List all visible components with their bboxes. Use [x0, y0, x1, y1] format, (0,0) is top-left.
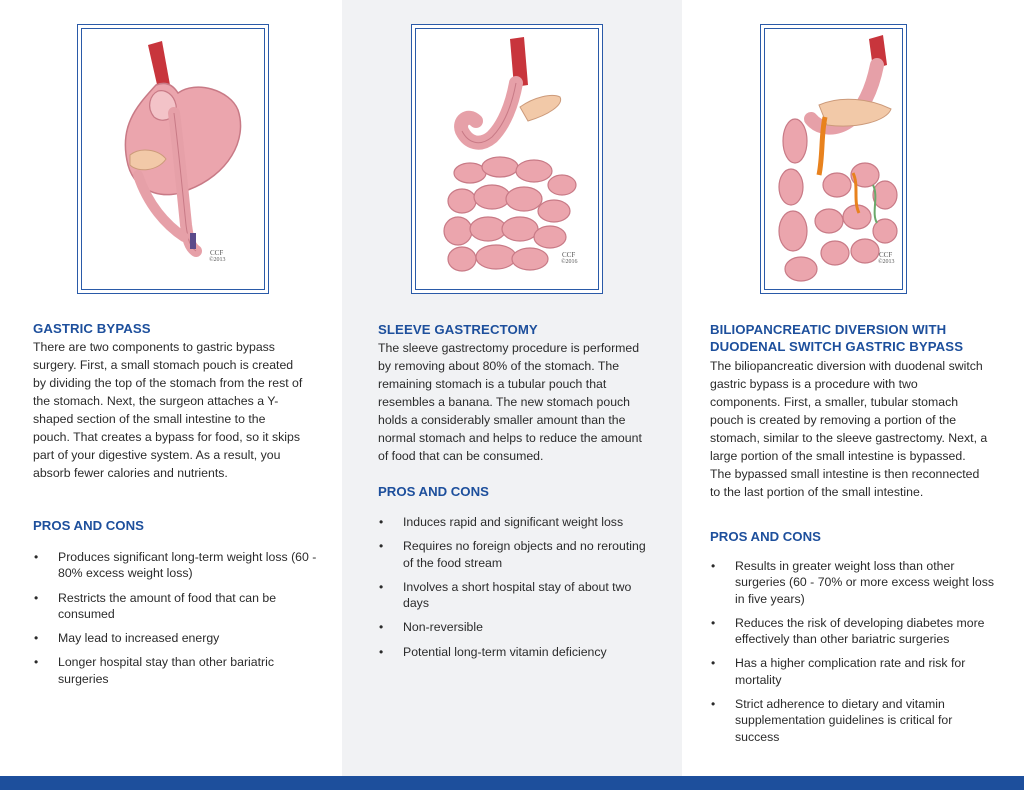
- list-item: [33, 549, 318, 582]
- duodenal-switch-description: The biliopancreatic diversion with duodenal switch gastric bypass is a procedure with two components. First, a smaller, tubular stomach pouch is created by removing a portion of the stomach, similar to the sleeve gastrectomy. Next, a large portion of the small intestine is bypassed. The bypassed small intestine is then reconnected to the last portion of the small intestine.: [710, 359, 988, 499]
- list-item-text: Potential long-term vitamin deficiency: [403, 644, 607, 659]
- bullet-icon: •: [34, 550, 39, 564]
- list-item-text: Has a higher complication rate and risk for mortality: [735, 656, 966, 687]
- sleeve-gastrectomy-title: SLEEVE GASTRECTOMY: [378, 322, 538, 337]
- bullet-icon: •: [379, 644, 384, 659]
- bullet-icon: •: [34, 655, 39, 670]
- bullet-icon: •: [711, 615, 716, 630]
- list-item-text: Non-reversible: [403, 620, 483, 635]
- bullet-icon: •: [34, 590, 39, 605]
- bullet-icon: •: [379, 539, 384, 554]
- list-item: [710, 655, 995, 688]
- list-item: [378, 514, 653, 530]
- bullet-icon: •: [711, 559, 716, 573]
- gastric-bypass-pros-title: PROS AND CONS: [33, 518, 144, 533]
- bullet-icon: •: [379, 620, 384, 635]
- list-item: [33, 630, 318, 646]
- list-item-text: Produces significant long-term weight loss (60 - 80% excess weight loss): [58, 550, 317, 581]
- gastric-bypass-illustration: [77, 24, 269, 294]
- list-item: [33, 654, 318, 687]
- list-item-text: May lead to increased energy: [58, 631, 220, 646]
- list-item: [378, 538, 653, 571]
- sleeve-gastrectomy-pros-list: [378, 514, 653, 668]
- sleeve-gastrectomy-description: The sleeve gastrectomy procedure is performed by removing about 80% of the stomach. The remaining stomach is a tubular pouch that resembles a banana. The new stomach pouch holds a considerably smaller amount than the normal stomach and helps to reduce the amount of food that can be consumed.: [378, 341, 642, 463]
- bullet-icon: •: [711, 656, 716, 671]
- duodenal-switch-pros-list: [710, 558, 995, 753]
- gastric-bypass-title: GASTRIC BYPASS: [33, 321, 151, 336]
- gastric-bypass-description: There are two components to gastric bypass surgery. First, a small stomach pouch is created by dividing the top of the stomach from the rest of the stomach. Next, the surgeon attaches a Y-shaped section of the small intestine to the pouch. That creates a bypass for food, so it skips part of your digestive system. As a result, you absorb fewer calories and nutrients.: [33, 340, 303, 480]
- bullet-icon: •: [379, 579, 384, 594]
- list-item-text: Results in greater weight loss than other surgeries (60 - 70% or more excess weight loss in five years): [735, 559, 995, 606]
- list-item: [378, 579, 653, 612]
- list-item: [710, 558, 995, 607]
- list-item-text: Strict adherence to dietary and vitamin supplementation guidelines is critical for success: [735, 697, 953, 744]
- list-item: [378, 644, 653, 660]
- list-item-text: Restricts the amount of food that can be consumed: [58, 590, 277, 621]
- list-item-text: Involves a short hospital stay of about two days: [403, 579, 632, 611]
- gastric-bypass-pros-list: [33, 549, 318, 695]
- list-item-text: Reduces the risk of developing diabetes more effectively than other bariatric surgeries: [735, 615, 985, 647]
- sleeve-gastrectomy-pros-title: PROS AND CONS: [378, 484, 489, 499]
- illustration-credit-year: ©2016: [561, 259, 578, 265]
- duodenal-switch-pros-title: PROS AND CONS: [710, 529, 821, 544]
- footer-bar: [0, 776, 1024, 790]
- bullet-icon: •: [34, 631, 39, 646]
- list-item-text: Requires no foreign objects and no rerouting of the food stream: [403, 539, 646, 570]
- list-item: [710, 615, 995, 648]
- bullet-icon: •: [711, 697, 716, 712]
- illustration-credit-year: ©2013: [209, 257, 226, 263]
- illustration-credit: CCF: [879, 251, 893, 259]
- illustration-credit: CCF: [210, 249, 224, 257]
- bullet-icon: •: [379, 515, 384, 529]
- sleeve-gastrectomy-illustration: [411, 24, 603, 294]
- duodenal-switch-title: BILIOPANCREATIC DIVERSION WITH DUODENAL SWITCH GASTRIC BYPASS: [710, 322, 964, 354]
- duodenal-switch-illustration: [760, 24, 907, 294]
- list-item: [378, 619, 653, 635]
- list-item: [33, 590, 318, 623]
- list-item-text: Longer hospital stay than other bariatric surgeries: [58, 655, 275, 686]
- illustration-credit: CCF: [562, 251, 576, 259]
- list-item: [710, 696, 995, 745]
- illustration-credit-year: ©2013: [878, 259, 895, 265]
- list-item-text: Induces rapid and significant weight loss: [403, 515, 624, 529]
- gastric-bypass-drawing: [78, 25, 268, 293]
